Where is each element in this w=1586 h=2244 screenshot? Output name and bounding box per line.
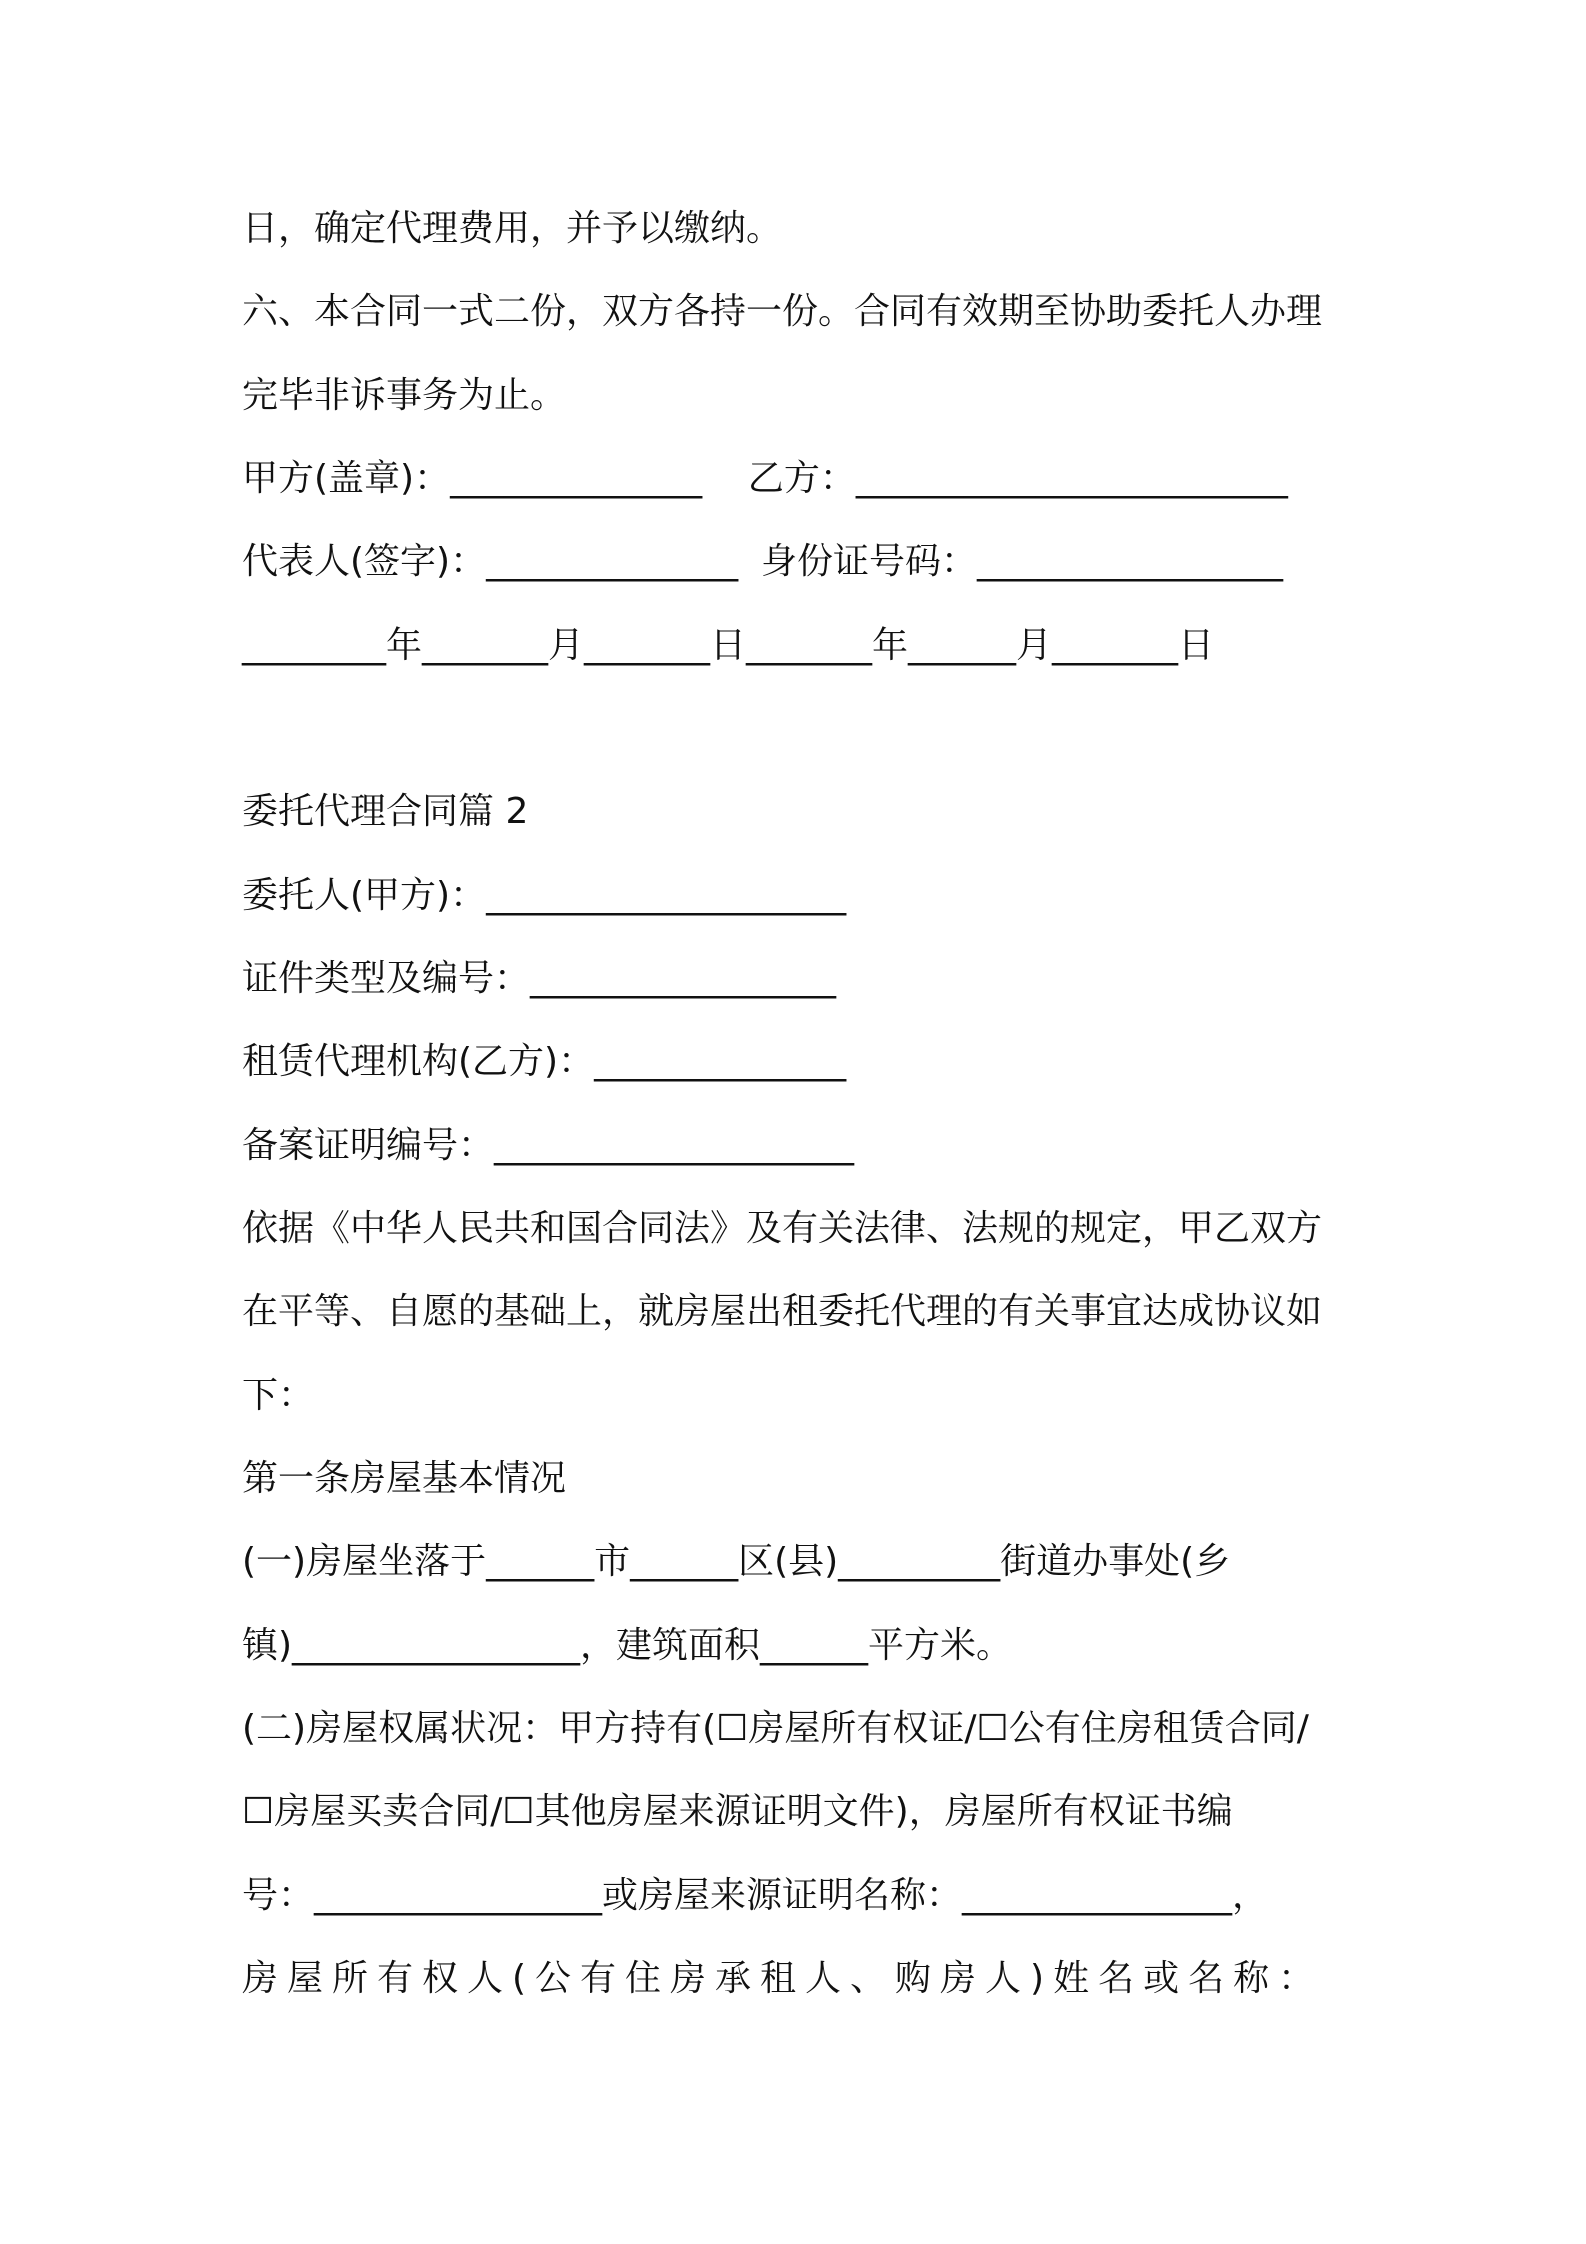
- text-line: 在平等、自愿的基础上，就房屋出租委托代理的有关事宜达成协议如: [242, 1291, 1323, 1332]
- form-field-id-type: 证件类型及编号：_________________: [242, 958, 837, 999]
- date-line: ________年_______月_______日_______年______月_______日: [242, 625, 1214, 666]
- form-field-agency: 租赁代理机构(乙方)：______________: [242, 1041, 847, 1082]
- text-line: 完毕非诉事务为止。: [242, 375, 567, 416]
- article-heading: 第一条房屋基本情况: [242, 1458, 567, 1499]
- form-field-principal: 委托人(甲方)：____________________: [242, 875, 847, 916]
- section-title: 委托代理合同篇 2: [242, 791, 529, 832]
- text-line: (二)房屋权属状况：甲方持有(☐房屋所有权证/☐公有住房租赁合同/: [242, 1708, 1309, 1749]
- text-line: 镇)________________，建筑面积______平方米。: [242, 1625, 1013, 1666]
- text-line: (一)房屋坐落于______市______区(县)_________街道办事处(乡: [242, 1541, 1231, 1582]
- text-line: 依据《中华人民共和国合同法》及有关法律、法规的规定，甲乙双方: [242, 1208, 1323, 1249]
- text-line: ☐房屋买卖合同/☐其他房屋来源证明文件)，房屋所有权证书编: [242, 1791, 1233, 1832]
- signature-line-party-a: 甲方(盖章)：______________ 乙方：________________________: [242, 458, 1288, 499]
- text-line: 六、本合同一式二份，双方各持一份。合同有效期至协助委托人办理: [242, 291, 1323, 332]
- text-line: 号：________________或房屋来源证明名称：_______________，: [242, 1875, 1269, 1916]
- text-line: 房屋所有权人(公有住房承租人、购房人)姓名或名称：: [242, 1958, 1324, 1999]
- form-field-filing-number: 备案证明编号：____________________: [242, 1125, 855, 1166]
- signature-line-representative: 代表人(签字)：______________ 身份证号码：_________________: [242, 541, 1283, 582]
- text-line: 下：: [242, 1375, 315, 1416]
- text-line: 日，确定代理费用，并予以缴纳。: [242, 208, 783, 249]
